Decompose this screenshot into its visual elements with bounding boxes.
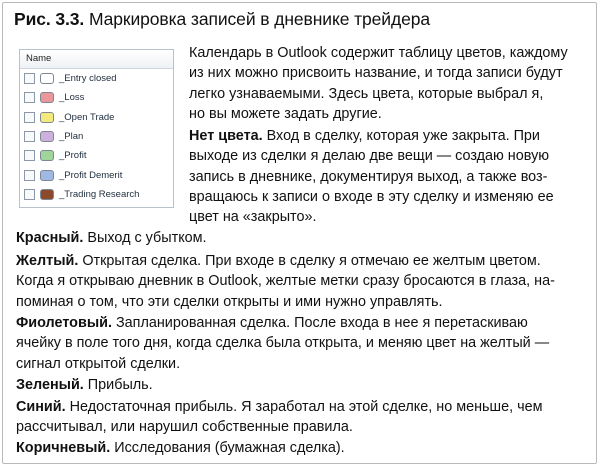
paragraph-line	[189, 146, 586, 166]
entry-term: Синий.	[16, 399, 66, 415]
paragraph-line	[16, 251, 586, 271]
entry-text: цвет на «закрыто».	[189, 209, 317, 226]
category-row[interactable]	[20, 165, 173, 184]
paragraph-line	[16, 271, 586, 291]
color-swatch	[40, 189, 54, 200]
entry-term: Коричневый.	[16, 440, 111, 456]
entry-term: Желтый.	[16, 253, 79, 269]
category-checkbox[interactable]	[24, 73, 35, 84]
paragraph-line	[16, 397, 586, 417]
entry-text: Вход в сделку, которая уже закрыта. При	[262, 128, 540, 144]
paragraph-line	[189, 43, 586, 63]
figure-caption: Маркировка записей в дневнике трейдера	[88, 9, 430, 29]
paragraph-line	[16, 333, 586, 353]
category-row[interactable]	[20, 69, 173, 88]
entry-text: Календарь в Outlook содержит таблицу цветов, каждому	[189, 45, 568, 61]
category-checkbox[interactable]	[24, 150, 35, 161]
color-swatch	[40, 73, 54, 84]
figure-label: Рис. 3.3.	[14, 9, 85, 29]
entry-term: Нет цвета.	[189, 128, 263, 144]
category-list	[20, 69, 173, 204]
paragraph-line	[189, 207, 586, 227]
color-swatch	[40, 170, 54, 181]
entry-text: Открытая сделка. При входе в сделку я отмечаю ее желтым цветом.	[78, 253, 541, 269]
paragraph-line	[189, 104, 586, 124]
entry-text: поминая о том, что эти сделки открыты и ими нужно управлять.	[16, 293, 443, 310]
entry-text: сигнал открытой сделки.	[16, 355, 181, 372]
category-row[interactable]	[20, 88, 173, 107]
entry-term: Красный.	[16, 230, 84, 246]
entry-text: Когда я открываю дневник в Outlook, желтые метки сразу бросаются в глаза, на-	[16, 273, 555, 290]
entry-blue	[16, 397, 586, 438]
entry-text: выходе из сделки я делаю две вещи — создаю новую	[189, 148, 550, 165]
color-swatch	[40, 112, 54, 123]
category-row[interactable]	[20, 127, 173, 146]
entry-text: Исследования (бумажная сделка).	[110, 440, 345, 456]
entry-text: легко узнаваемыми. Здесь цвета, которые выбрал я,	[189, 85, 544, 102]
entry-no-color	[189, 126, 586, 227]
entry-text: из них можно присвоить название, и тогда записи будут	[189, 65, 563, 82]
category-checkbox[interactable]	[24, 170, 35, 181]
category-row[interactable]	[20, 108, 173, 127]
entry-green	[16, 375, 586, 395]
entry-text: Выход с убытком.	[83, 230, 207, 246]
entry-term: Зеленый.	[16, 377, 84, 393]
category-checkbox[interactable]	[24, 92, 35, 103]
category-checkbox[interactable]	[24, 131, 35, 142]
entry-text: запись в дневнике, документируя выход, а также воз-	[189, 168, 548, 185]
category-label: _Loss	[59, 92, 85, 104]
paragraph-line	[189, 84, 586, 104]
category-row[interactable]	[20, 185, 173, 204]
entry-text: но вы можете задать другие.	[189, 105, 382, 122]
color-swatch	[40, 150, 54, 161]
entry-text: Прибыль.	[83, 377, 153, 393]
figure-title	[14, 9, 430, 30]
paragraph-line	[16, 354, 586, 374]
paragraph-line	[16, 438, 586, 458]
entry-text: Запланированная сделка. После входа в нее я перетаскиваю	[111, 315, 528, 331]
category-checkbox[interactable]	[24, 112, 35, 123]
color-swatch	[40, 131, 54, 142]
paragraph-line	[16, 313, 586, 333]
entry-yellow	[16, 251, 586, 312]
paragraph-line	[189, 63, 586, 83]
category-label: _Entry closed	[59, 73, 117, 85]
paragraph-line	[189, 187, 586, 207]
paragraph-line	[16, 375, 586, 395]
entry-text: ячейку в поле того дня, когда сделка была открыта, и меняю цвет на желтый —	[16, 335, 550, 352]
paragraph-line	[16, 228, 586, 248]
category-label: _Profit	[59, 150, 87, 162]
category-label: _Trading Research	[59, 188, 140, 200]
entry-text: Недостаточная прибыль. Я заработал на этой сделке, но меньше, чем	[65, 399, 543, 415]
paragraph-line	[189, 167, 586, 187]
paragraph-line	[16, 417, 586, 437]
intro-paragraph	[189, 43, 586, 124]
category-row[interactable]	[20, 146, 173, 165]
entry-text: рассчитывал, или нарушил собственные правила.	[16, 419, 353, 436]
category-label: _Open Trade	[59, 111, 115, 123]
color-swatch	[40, 92, 54, 103]
category-list-panel	[19, 49, 174, 208]
category-column-header[interactable]: Name	[20, 50, 173, 69]
entry-brown	[16, 438, 586, 458]
entry-text: вращаюсь к записи о входе в эту сделку и изменяю ее	[189, 188, 554, 205]
entry-term: Фиолетовый.	[16, 315, 112, 331]
entry-red	[16, 228, 586, 248]
paragraph-line	[16, 292, 586, 312]
entry-purple	[16, 313, 586, 374]
category-checkbox[interactable]	[24, 189, 35, 200]
category-label: _Profit Demerit	[59, 169, 123, 181]
paragraph-line	[189, 126, 586, 146]
category-label: _Plan	[59, 131, 84, 143]
